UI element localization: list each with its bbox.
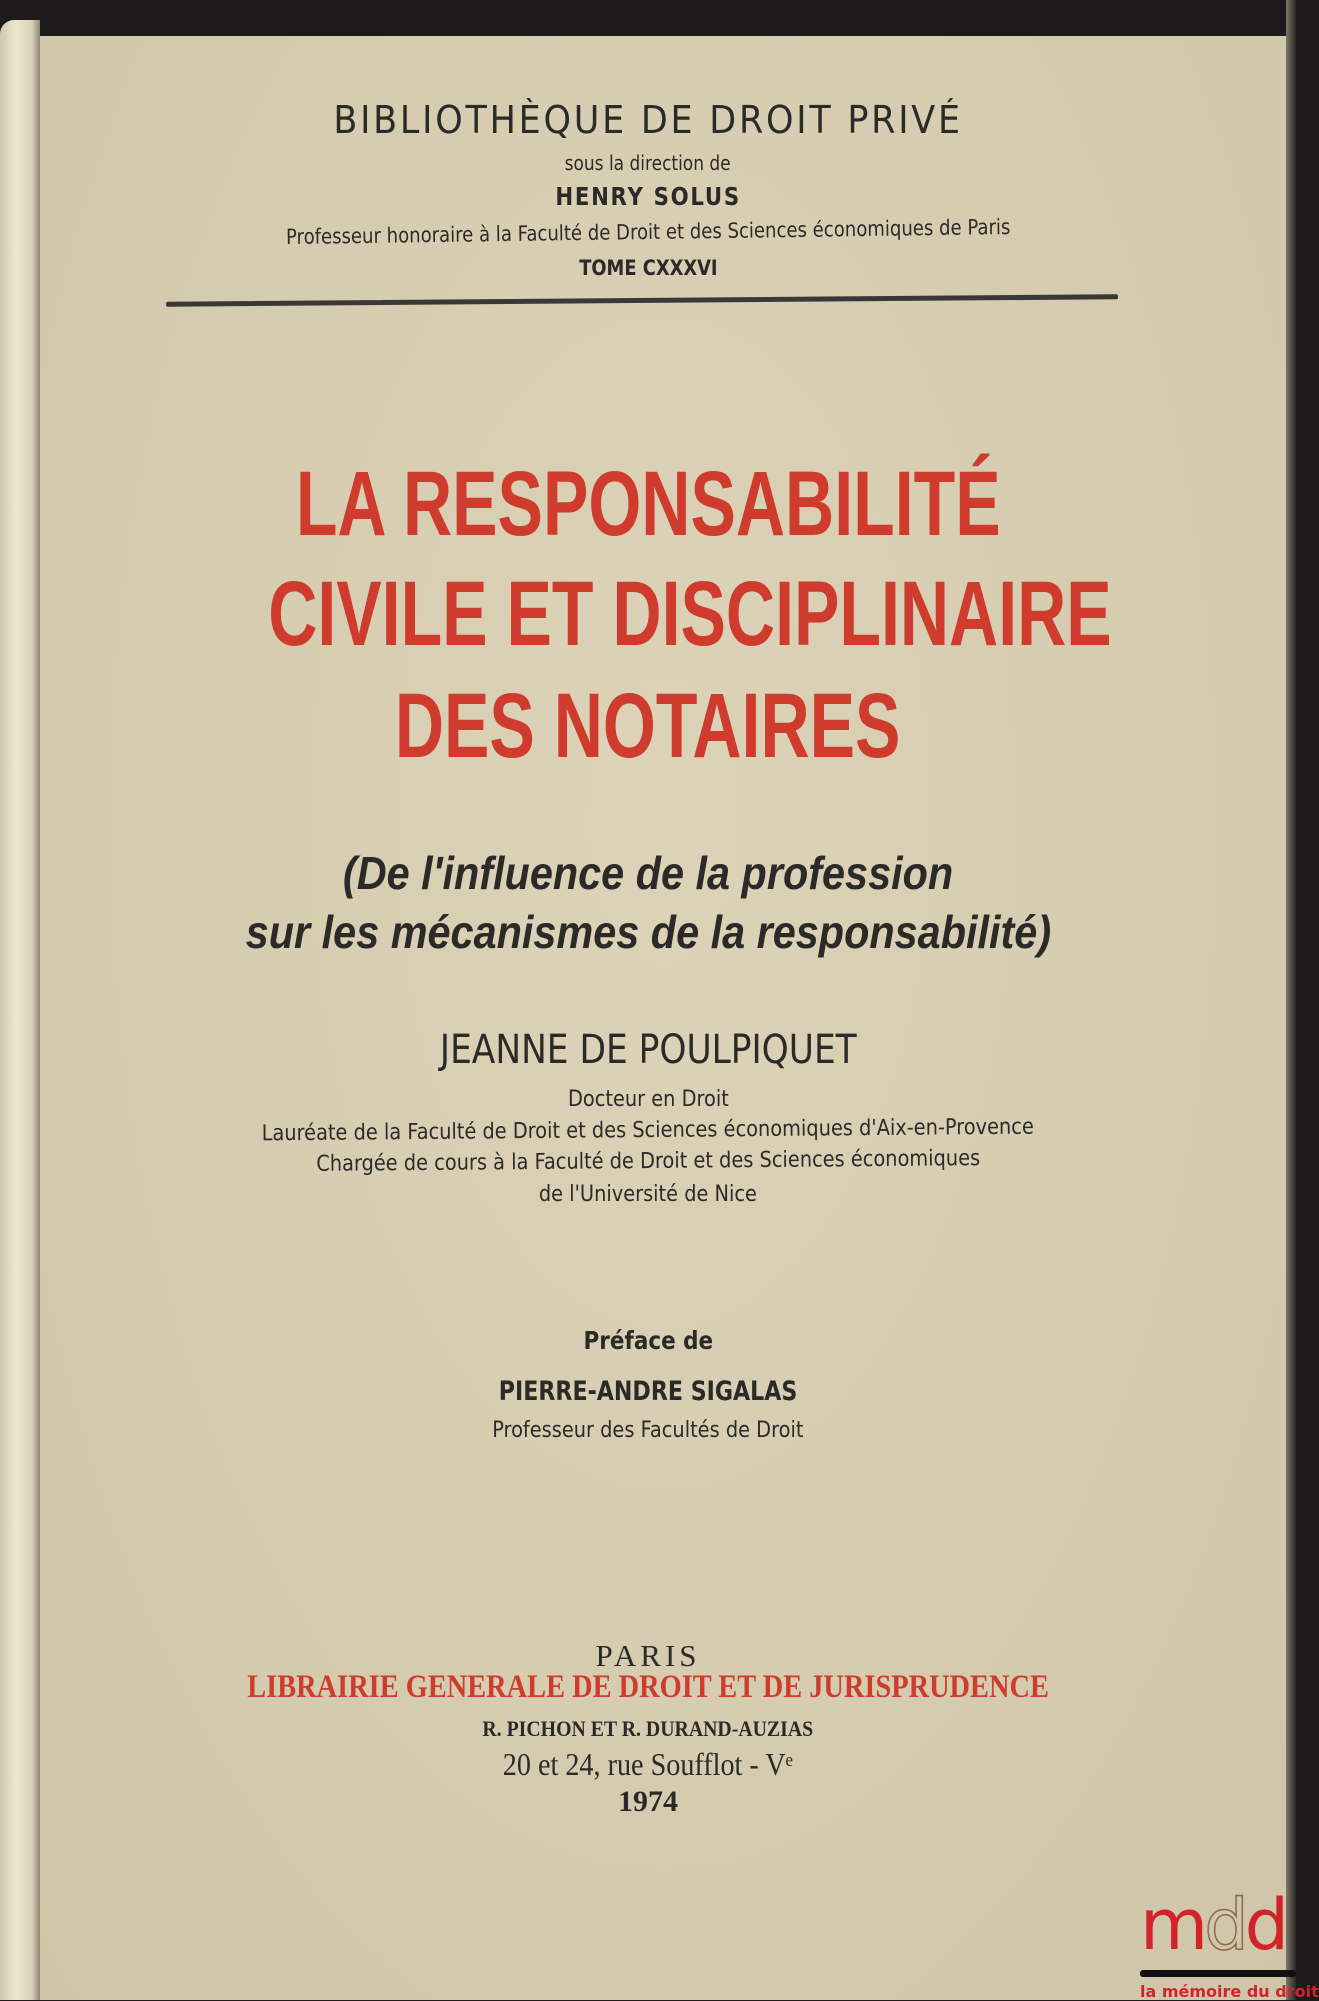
mdd-logo-bar	[1140, 1970, 1296, 1977]
title-line-1	[120, 453, 1176, 555]
author-name-text: JEANNE DE POULPIQUET	[439, 1027, 857, 1073]
subtitle-line-1-text: (De l'influence de la profession	[342, 847, 954, 899]
publication-year	[120, 1785, 1176, 1819]
author-credential-text: Docteur en Droit	[567, 1087, 729, 1112]
author-name	[120, 1027, 1176, 1073]
publication-year-text: 1974	[618, 1785, 678, 1818]
title-line-1-text: LA RESPONSABILITÉ	[295, 453, 1001, 555]
subtitle-line-1	[120, 846, 1176, 900]
preface-author-text: PIERRE-ANDRE SIGALAS	[498, 1376, 798, 1407]
page-edge	[1286, 0, 1296, 2000]
publisher-owners-text: R. PICHON ET R. DURAND-AUZIAS	[482, 1716, 814, 1741]
preface-label	[120, 1326, 1176, 1355]
publisher-name	[120, 1669, 1176, 1706]
title-line-2	[120, 563, 1176, 665]
mdd-logo	[1140, 1884, 1319, 2001]
binding-strip	[0, 20, 40, 2000]
preface-author-title	[120, 1418, 1176, 1443]
series-title-text: BIBLIOTHÈQUE DE DROIT PRIVÉ	[333, 98, 963, 142]
subtitle-line-2-text: sur les mécanismes de la responsabilité)	[245, 906, 1051, 958]
subtitle-line-2	[120, 905, 1176, 959]
director-name	[120, 182, 1176, 211]
preface-author-title-text: Professeur des Facultés de Droit	[492, 1418, 804, 1443]
author-credential-text: de l'Université de Nice	[538, 1182, 758, 1207]
direction-label	[120, 151, 1176, 175]
series-title	[120, 98, 1176, 142]
publisher-address	[120, 1746, 1176, 1783]
tome-text: TOME CXXXVI	[578, 256, 718, 280]
author-credential	[120, 1087, 1176, 1112]
director-title-text: Professeur honoraire à la Faculté de Droit et des Sciences économiques de Paris	[285, 214, 1011, 250]
publisher-name-text: LIBRAIRIE GENERALE DE DROIT ET DE JURISPRUDENCE	[247, 1669, 1049, 1705]
publisher-address-text: 20 et 24, rue Soufflot - Vᵉ	[502, 1746, 794, 1782]
publisher-city-text: PARIS	[595, 1638, 701, 1673]
title-line-2-text: CIVILE ET DISCIPLINAIRE	[268, 563, 1112, 665]
preface-label-text: Préface de	[583, 1326, 713, 1355]
author-credential	[120, 1182, 1176, 1207]
director-name-text: HENRY SOLUS	[555, 182, 741, 211]
title-line-3	[120, 675, 1176, 777]
preface-author	[120, 1376, 1176, 1407]
mdd-logo-mark: mdd	[1140, 1884, 1286, 1966]
direction-text: sous la direction de	[564, 151, 731, 175]
tome-number	[120, 256, 1176, 280]
author-credential-text: Chargée de cours à la Faculté de Droit et des Sciences économiques	[315, 1146, 981, 1177]
book-cover-edge	[0, 0, 1296, 40]
publisher-owners	[120, 1716, 1176, 1742]
title-line-3-text: DES NOTAIRES	[395, 675, 901, 777]
author-credential-text: Lauréate de la Faculté de Droit et des Sciences économiques d'Aix-en-Provence	[261, 1114, 1035, 1147]
mdd-logo-tagline: la mémoire du droit	[1140, 1982, 1319, 2001]
